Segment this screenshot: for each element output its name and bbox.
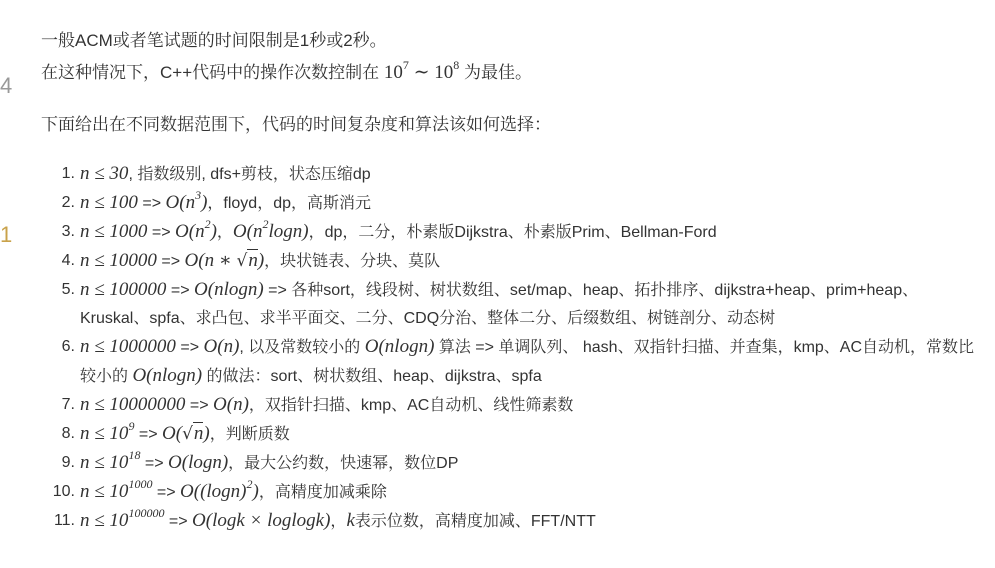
list-item: 10. $n \le 10^{1000} => O((\log n)^2)$，高精度加减乘除 xyxy=(52,476,387,502)
list-item: 8. $n \le 10^9 => O(√n)$，判断质数 xyxy=(61,418,290,444)
list-item: 5. n ≤ 100000 => O(nlogn) => 各种sort，线段树、树状数组、set/map、heap、拓扑排序、dijkstra+heap、prim+heap、Kruskal、spfa、求凸包、求半平面交、二分、CDQ分治、整体二分、后缀数组、树链剖分、动态树 xyxy=(61,279,919,327)
intro-line-selection-guide: 下面给出在不同数据范围下，代码的时间复杂度和算法该如何选择： xyxy=(41,115,551,134)
list-item: 6. n ≤ 1000000 => O(n), 以及常数较小的 O(nlogn) 算法 => 单调队列、 hash、双指针扫描、并查集，kmp、AC自动机，常数比较小的 O(nlogn) 的做法：sort、树状数组、heap、dijkstra、spfa xyxy=(61,336,975,386)
list-item: 1. n ≤ 30, 指数级别, dfs+剪枝，状态压缩dp xyxy=(61,163,371,184)
intro-line-time-limit: 一般ACM或者笔试题的时间限制是1秒或2秒。 xyxy=(41,31,387,50)
list-item: 3. $n \le 1000 => O(n^2)$，$O(n^2\log n)$，dp，二分，朴素版Dijkstra、朴素版Prim、Bellman-Ford xyxy=(61,216,717,242)
line-number-marker: 1 xyxy=(0,222,13,247)
list-item: 9. $n \le 10^{18} => O(\log n)$，最大公约数，快速幂，数位DP xyxy=(61,447,459,473)
list-item: 2. $n \le 100 => O(n^3)$，floyd，dp，高斯消元 xyxy=(61,187,372,213)
math-10-7: $10^7$ xyxy=(383,57,409,83)
complexity-list xyxy=(0,160,995,536)
intro-line-operation-count: 在这种情况下，C++代码中的操作次数控制在 $10^7$ ∼ $10^8$ 为最佳。 xyxy=(41,57,533,83)
line-number-marker: 4 xyxy=(0,73,13,98)
list-item: 7. n ≤ 10000000 => O(n)，双指针扫描、kmp、AC自动机、线性筛素数 xyxy=(61,394,574,415)
math-10-8: $10^8$ xyxy=(434,57,460,83)
list-item: 11. $n \le 10^{100000} => O(\log k \times loglogk)$，k表示位数，高精度加减、FFT/NTT xyxy=(53,505,596,531)
list-item: 4. n ≤ 10000 => O(n ∗ √n)，块状链表、分块、莫队 xyxy=(61,250,441,271)
